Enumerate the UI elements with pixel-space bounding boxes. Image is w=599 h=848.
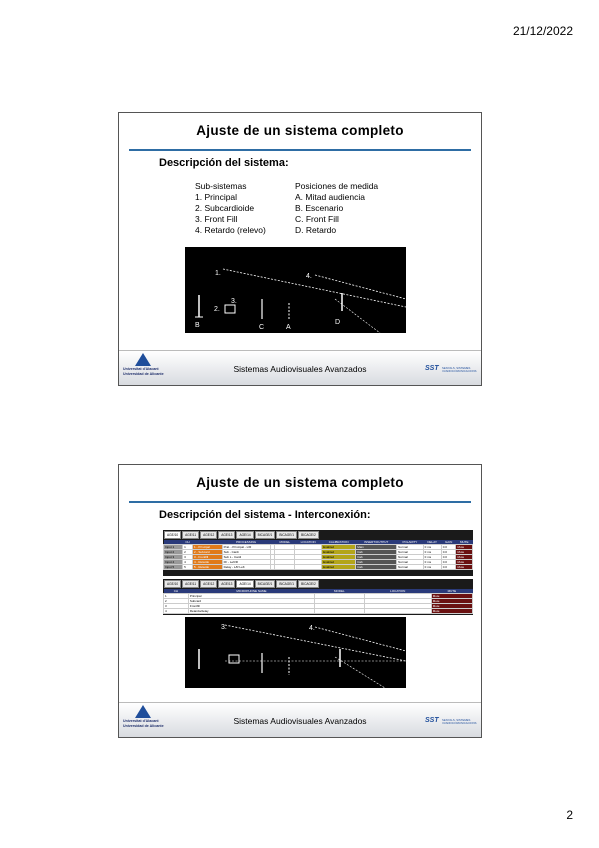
label-A: A [286, 324, 291, 331]
table-cell: Input 1 [164, 545, 183, 550]
table-cell: 0 ms [423, 545, 441, 550]
table-cell: Main [356, 545, 397, 550]
list-item: B. Escenario [295, 203, 344, 213]
title-divider [129, 149, 471, 151]
table-cell: Cab [356, 560, 397, 565]
list-item: 2. Subcardioide [195, 203, 255, 213]
column-header: DELAY [423, 540, 441, 545]
table-cell: Normal [397, 545, 423, 550]
tab-item[interactable]: AGE/12 [200, 580, 217, 588]
label-D: D [335, 319, 341, 326]
tab-item[interactable]: AGE/11 [182, 580, 199, 588]
column-header: INSERT/OUTPUT [356, 540, 397, 545]
table-cell: 0.0 [441, 555, 456, 560]
table-cell: 2 - Subcard [193, 550, 223, 555]
table-cell: Enabled [322, 545, 356, 550]
column-header: CH [183, 540, 193, 545]
table-cell: Sub - Cardi [222, 550, 270, 555]
university-logo: Universitat d'Alacant Universidad de Alicante [123, 353, 171, 376]
slide-footer [119, 350, 481, 385]
list-item: 3. Front Fill [195, 214, 238, 224]
column-header: MODEL [314, 589, 364, 594]
page-date: 21/12/2022 [512, 24, 573, 38]
table-cell: 2 [183, 550, 193, 555]
coverage-line [315, 275, 406, 299]
column-header: LOCATION [295, 540, 322, 545]
table-cell: Input 3 [164, 555, 183, 560]
processing-table [163, 540, 473, 570]
column-header: LOCATION [364, 589, 431, 594]
microphone-panel [163, 579, 473, 615]
footer-course-title: Sistemas Audiovisuales Avanzados [233, 716, 367, 726]
table-cell: Normal [397, 555, 423, 560]
list-item: D. Retardo [295, 225, 337, 235]
table-cell: Cab [356, 555, 397, 560]
system-diagram [185, 617, 406, 688]
table-cell [314, 609, 364, 614]
table-cell: 3 [164, 604, 189, 609]
coverage-line [315, 627, 406, 651]
table-cell: 0 ms [423, 560, 441, 565]
sst-logo: SST SENYALS, SISTEMES I RADIOCOMUNICACIONS [425, 717, 477, 726]
tab-item[interactable]: BICAGE/1 [276, 580, 297, 588]
table-cell: Subcard [188, 599, 314, 604]
table-cell: Sub L - Cardi [222, 555, 270, 560]
table-cell: Mute [431, 599, 472, 604]
table-cell: Mute [456, 545, 473, 550]
label-4: 4. [309, 625, 315, 632]
table-cell: Mute [431, 594, 472, 599]
processor-panel [163, 530, 473, 576]
label-1: 1. [215, 270, 221, 277]
slide-title: Ajuste de un sistema completo [196, 123, 404, 138]
table-cell: 1 [183, 545, 193, 550]
tab-item[interactable]: AGE/14 [236, 580, 253, 588]
table-cell: Input 2 [164, 550, 183, 555]
table-cell: Enabled [322, 560, 356, 565]
table-cell: 0 ms [423, 555, 441, 560]
tab-item[interactable]: AGE/11 [182, 531, 199, 539]
table-cell: Mute [456, 550, 473, 555]
label-2: 2. [214, 306, 220, 313]
subsystems-heading: Sub-sistemas [195, 181, 247, 191]
table-cell: Enabled [322, 565, 356, 570]
table-cell [295, 565, 322, 570]
tab-item[interactable]: AGE/14 [236, 531, 253, 539]
table-cell: 0.0 [441, 550, 456, 555]
column-header: MUTE [431, 589, 472, 594]
table-cell: 0 ms [423, 550, 441, 555]
table-cell: 0 ms [423, 565, 441, 570]
table-cell: Mute [456, 560, 473, 565]
table-cell [364, 609, 431, 614]
sst-logo: SST SENYALS, SISTEMES I RADIOCOMUNICACIONS [425, 365, 477, 374]
column-header: CALIBRATION [322, 540, 356, 545]
table-cell: 3 [183, 555, 193, 560]
list-item: 4. Retardo (relevo) [195, 225, 266, 235]
slide-title: Ajuste de un sistema completo [196, 475, 404, 490]
page-number: 2 [566, 808, 573, 822]
label-B: B [195, 322, 200, 329]
table-cell: 1 [164, 594, 189, 599]
table-cell: Normal [397, 560, 423, 565]
label-C: C [259, 324, 265, 331]
tab-item[interactable]: BICAGE/2 [298, 580, 319, 588]
table-row[interactable] [164, 609, 473, 614]
table-cell: Enabled [322, 555, 356, 560]
table-cell: Normal [397, 565, 423, 570]
subwoofer-box [229, 655, 239, 663]
tab-item[interactable]: AGE/10 [164, 580, 181, 588]
tab-item[interactable]: BICAGE/1 [255, 580, 276, 588]
table-cell: Cab [356, 550, 397, 555]
table-cell: Input 4 [164, 560, 183, 565]
label-4: 4. [306, 273, 312, 280]
column-header: CH [164, 589, 189, 594]
column-header: MICROPHONE NAME [188, 589, 314, 594]
table-cell: 4 [164, 609, 189, 614]
tab-item[interactable]: AGE/12 [200, 531, 217, 539]
coverage-line [223, 269, 406, 307]
table-cell: Mute [431, 609, 472, 614]
footer-course-title: Sistemas Audiovisuales Avanzados [233, 364, 367, 374]
table-cell: Delay - L/R Left [222, 565, 270, 570]
coverage-line [335, 657, 385, 688]
university-logo: Universitat d'Alacant Universidad de Alicante [123, 705, 171, 728]
table-cell [275, 565, 295, 570]
system-diagram [185, 247, 406, 333]
label-3: 3. [231, 298, 237, 305]
table-cell: Mute [456, 555, 473, 560]
table-cell: Retardo/delay [188, 609, 314, 614]
column-header: MUTE [456, 540, 473, 545]
table-cell: 3 - Frontfill [193, 555, 223, 560]
slide-subtitle: Descripción del sistema: [159, 157, 289, 169]
table-row[interactable] [164, 565, 473, 570]
column-header: POLARITY [397, 540, 423, 545]
table-cell: Frontfill [188, 604, 314, 609]
column-header: GAIN [441, 540, 456, 545]
table-cell: 4 [183, 560, 193, 565]
table-cell: 1 - Principal [193, 545, 223, 550]
positions-heading: Posiciones de medida [295, 181, 379, 191]
table-cell: Normal [397, 550, 423, 555]
title-divider [129, 501, 471, 503]
list-item: A. Mitad audiencia [295, 192, 365, 202]
table-cell: 5 [183, 565, 193, 570]
slide-1 [118, 112, 482, 386]
slide-subtitle: Descripción del sistema - Interconexión: [159, 509, 371, 521]
table-cell: Mute [431, 604, 472, 609]
table-cell: Mute [456, 565, 473, 570]
table-cell: Input 5 [164, 565, 183, 570]
table-cell: Pral. - Principal - L/R [222, 545, 270, 550]
column-header: PROCESSING [222, 540, 270, 545]
table-cell: FF - Left/R [222, 560, 270, 565]
table-cell: 4 - Retardo [193, 560, 223, 565]
tab-item[interactable]: AGE/13 [218, 531, 235, 539]
table-cell: 5 - Retardo [193, 565, 223, 570]
tab-item[interactable]: BICAGE/1 [276, 531, 297, 539]
table-cell: 0.0 [441, 560, 456, 565]
table-cell: Cab [356, 565, 397, 570]
tab-item[interactable]: BICAGE/2 [298, 531, 319, 539]
tab-item[interactable]: BICAGE/1 [255, 531, 276, 539]
tab-item[interactable]: AGE/10 [164, 531, 181, 539]
tab-bar [163, 530, 473, 540]
microphone-table [163, 589, 473, 614]
list-item: 1. Principal [195, 192, 238, 202]
subwoofer-box [225, 305, 235, 313]
label-3: 3. [221, 624, 227, 631]
table-cell: 0.0 [441, 545, 456, 550]
table-cell: Principal [188, 594, 314, 599]
tab-bar [163, 579, 473, 589]
coverage-line [225, 625, 406, 661]
positions-list [295, 181, 378, 236]
table-cell: 2 [164, 599, 189, 604]
slide-2 [118, 464, 482, 738]
table-cell: 0.0 [441, 565, 456, 570]
slide-footer [119, 702, 481, 737]
list-item: C. Front Fill [295, 214, 339, 224]
column-header: MODEL [275, 540, 295, 545]
tab-item[interactable]: AGE/13 [218, 580, 235, 588]
subsystems-list [195, 181, 266, 236]
table-cell: Enabled [322, 550, 356, 555]
